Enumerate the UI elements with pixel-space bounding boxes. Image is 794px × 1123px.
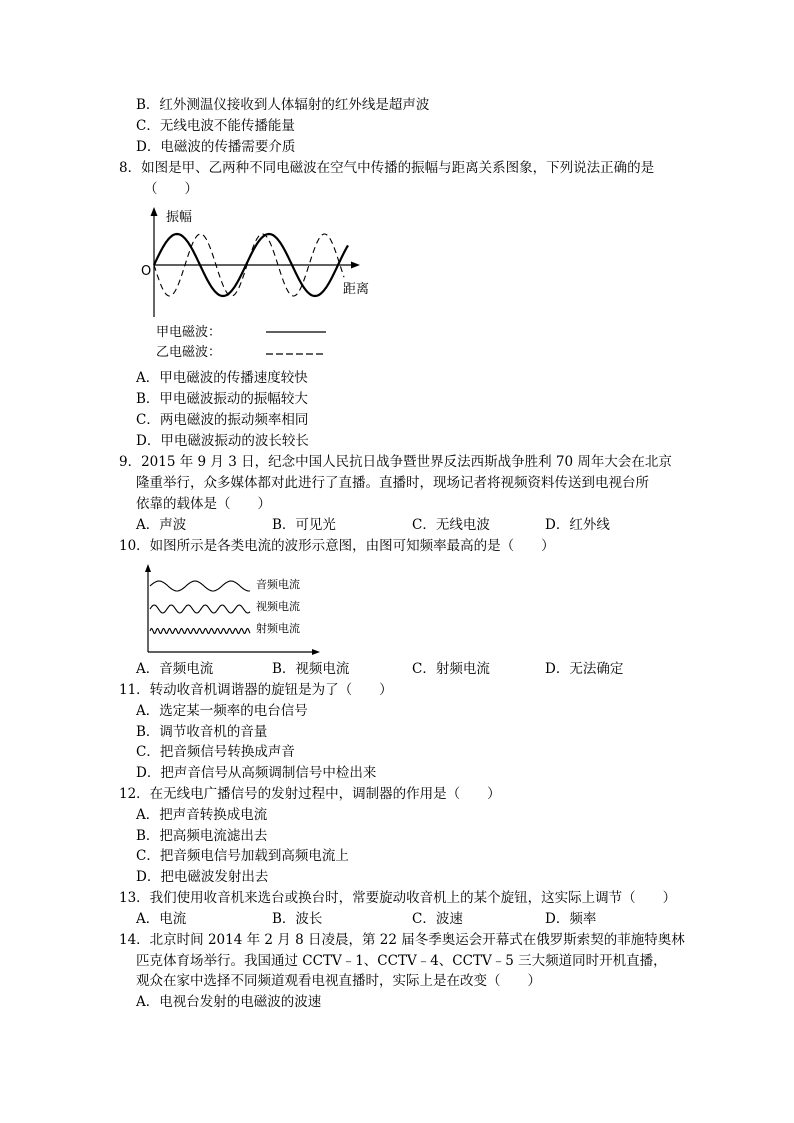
origin-label: O [141,264,152,279]
q9-option-a: A．声波 [136,517,187,533]
q11-option-c: C．把音频信号转换成声音 [136,744,295,760]
q13-stem: 13．我们使用收音机来选台或换台时，常要旋动收音机上的某个旋钮，这实际上调节（ ） [119,890,677,906]
q14-stem-line3: 观众在家中选择不同频道观看电视直播时，实际上是在改变（ ） [136,973,541,989]
video-current-label: 视频电流 [256,600,300,613]
q8-stem-line2: （ ） [144,181,198,197]
q13-option-a: A．电流 [136,911,187,927]
q12-option-b: B．把高频电流滤出去 [136,828,268,844]
q9-stem-line3: 依靠的载体是（ ） [136,496,271,512]
q8-option-b: B．甲电磁波振动的振幅较大 [136,391,308,407]
q9-option-b: B．可见光 [272,517,336,533]
q11-stem: 11．转动收音机调谐器的旋钮是为了（ ） [119,682,393,698]
current-y-axis-arrow [145,564,151,572]
q10-option-d: D．无法确定 [545,661,624,677]
q10-option-c: C．射频电流 [412,661,490,677]
q13-option-d: D．频率 [545,911,597,927]
x-axis-label: 距离 [343,282,370,297]
q10-stem: 10．如图所示是各类电流的波形示意图，由图可知频率最高的是（ ） [119,538,555,554]
q11-option-b: B．调节收音机的音量 [136,724,268,740]
q10-option-a: A．音频电流 [136,661,214,677]
q14-stem-line2: 匹克体育场举行。我国通过 CCTV﹣1、CCTV﹣4、CCTV﹣5 三大频道同时开机直播， [136,953,667,969]
q8-option-a: A．甲电磁波的传播速度较快 [136,370,308,386]
q14-stem-line1: 14．北京时间 2014 年 2 月 8 日凌晨，第 22 届冬季奥运会开幕式在俄罗斯索契的菲施特奥林 [119,932,685,948]
prev-option-d: D．电磁波的传播需要介质 [136,139,296,155]
q8-option-c: C．两电磁波的振动频率相同 [136,412,309,428]
rf-current-wave [150,629,250,634]
audio-current-wave [150,581,250,591]
prev-option-b: B．红外测温仪接收到人体辐射的红外线是超声波 [136,97,430,113]
y-axis-arrow [151,207,158,216]
current-x-axis-arrow [312,649,320,655]
q8-option-d: D．甲电磁波振动的波长较长 [136,433,309,449]
q12-option-c: C．把音频电信号加载到高频电流上 [136,848,349,864]
q8-wave-figure [138,205,378,365]
q12-option-a: A．把声音转换成电流 [136,807,268,823]
q9-stem-line1: 9．2015 年 9 月 3 日，纪念中国人民抗日战争暨世界反法西斯战争胜利 70 周年大会在北京 [119,454,672,470]
q11-option-a: A．选定某一频率的电台信号 [136,703,308,719]
q14-option-a: A．电视台发射的电磁波的波速 [136,994,322,1010]
audio-current-label: 音频电流 [256,578,300,591]
q11-option-d: D．把声音信号从高频调制信号中检出来 [136,765,377,781]
q13-option-b: B．波长 [272,911,323,927]
y-axis-label: 振幅 [166,210,193,225]
q12-stem: 12．在无线电广播信号的发射过程中，调制器的作用是（ ） [119,786,501,802]
q13-option-c: C．波速 [412,911,463,927]
legend-yi-label: 乙电磁波： [156,345,222,360]
q10-current-figure [142,562,322,658]
x-axis-arrow [351,262,360,269]
q9-option-c: C．无线电波 [412,517,490,533]
prev-option-c: C．无线电波不能传播能量 [136,118,295,134]
rf-current-label: 射频电流 [256,622,300,635]
legend-jia-label: 甲电磁波： [156,325,222,340]
q9-stem-line2: 隆重举行，众多媒体都对此进行了直播。直播时，现场记者将视频资料传送到电视台所 [136,475,649,491]
q12-option-d: D．把电磁波发射出去 [136,869,269,885]
q10-option-b: B．视频电流 [272,661,350,677]
video-current-wave [150,605,250,613]
q9-option-d: D．红外线 [545,517,610,533]
q8-stem-line1: 8．如图是甲、乙两种不同电磁波在空气中传播的振幅与距离关系图象，下列说法正确的是 [119,160,655,176]
